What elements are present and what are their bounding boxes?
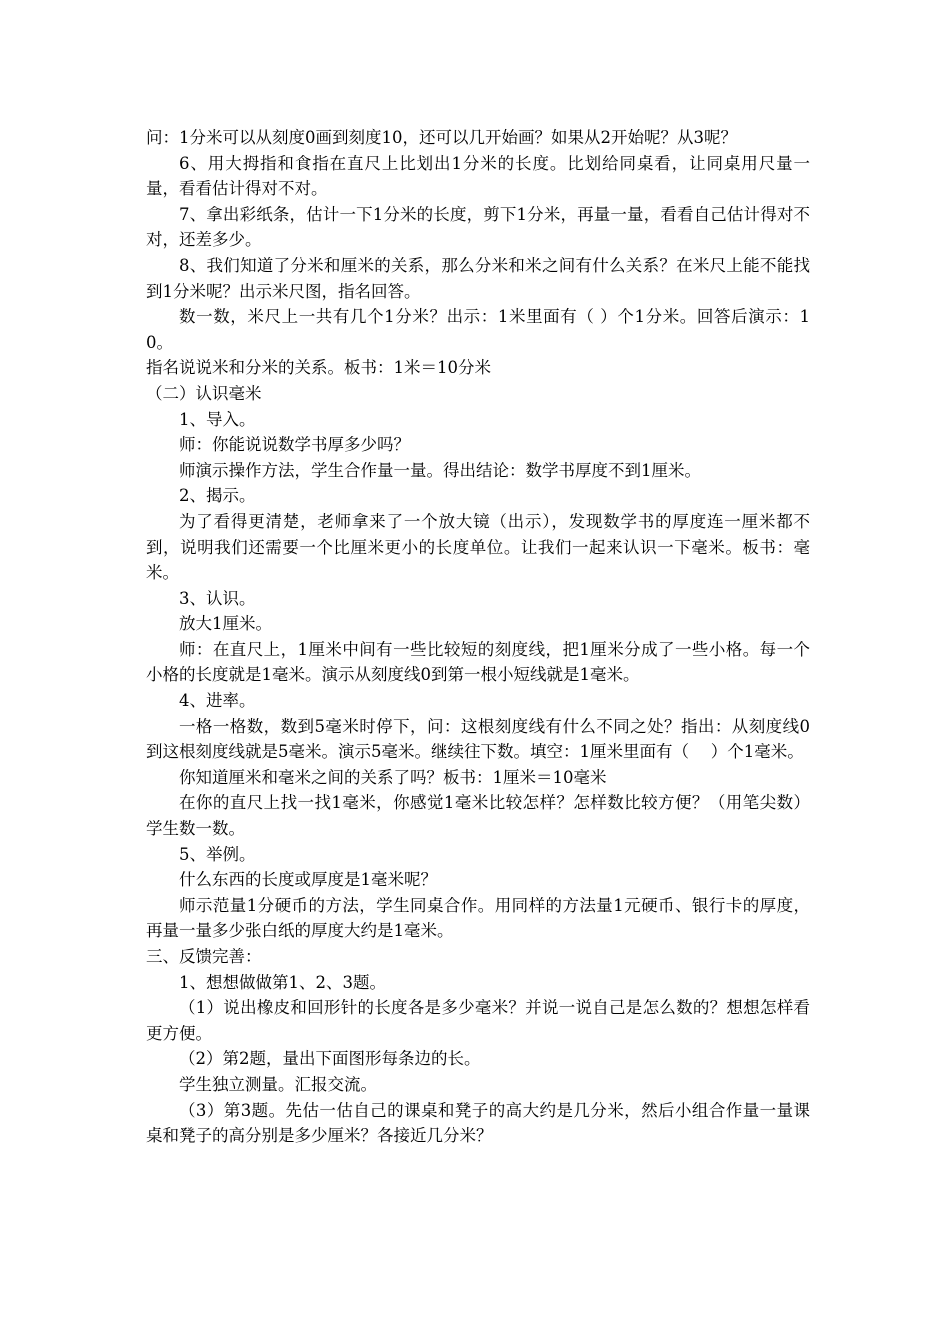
step-heading: 5、举例。 [179,844,256,864]
paragraph: 6、用大拇指和食指在直尺上比划出1分米的长度。比划给同桌看，让同桌用尺量一量，看看估计得对不对。 [146,153,810,199]
paragraph: 放大1厘米。 [179,614,272,634]
paragraph: 师演示操作方法，学生合作量一量。得出结论：数学书厚度不到1厘米。 [179,460,701,480]
step-heading: 1、想想做做第1、2、3题。 [179,972,386,992]
paragraph: 在你的直尺上找一找1毫米，你感觉1毫米比较怎样？怎样数比较方便？（用笔尖数）学生数一数。 [146,793,810,839]
paragraph: 问：1分米可以从刻度0画到刻度10，还可以几开始画？如果从2开始呢？从3呢？ [146,128,737,147]
paragraph: 为了看得更清楚，老师拿来了一个放大镜（出示），发现数学书的厚度连一厘米都不到，说明我们还需要一个比厘米更小的长度单位。让我们一起来认识一下毫米。板书：毫米。 [146,511,810,583]
step-heading: 3、认识。 [179,588,256,608]
paragraph: 一格一格数，数到5毫米时停下，问：这根刻度线有什么不同之处？指出：从刻度线0到这根刻度线就是5毫米。演示5毫米。继续往下数。填空：1厘米里面有（ ）个1毫米。 [146,716,810,762]
paragraph: （3）第3题。先估一估自己的课桌和凳子的高大约是几分米，然后小组合作量一量课桌和凳子的高分别是多少厘米？各接近几分米？ [146,1100,810,1146]
paragraph: 师示范量1分硬币的方法，学生同桌合作。用同样的方法量1元硬币、银行卡的厚度，再量一量多少张白纸的厚度大约是1毫米。 [146,895,810,941]
step-heading: 1、导入。 [179,409,256,429]
paragraph: 7、拿出彩纸条，估计一下1分米的长度，剪下1分米，再量一量，看看自己估计得对不对，还差多少。 [146,204,810,250]
paragraph: 学生独立测量。汇报交流。 [179,1074,377,1094]
paragraph: 8、我们知道了分米和厘米的关系，那么分米和米之间有什么关系？在米尺上能不能找到1分米呢？出示米尺图，指名回答。 [146,255,810,301]
section-heading: （二）认识毫米 [146,383,262,403]
section-heading: 三、反馈完善： [146,947,262,966]
paragraph: （1）说出橡皮和回形针的长度各是多少毫米？并说一说自己是怎么数的？想想怎样看更方便。 [146,998,810,1043]
step-heading: 4、进率。 [179,691,256,711]
paragraph: 数一数，米尺上一共有几个1分米？出示：1米里面有（ ）个1分米。回答后演示：10。 [146,307,810,352]
paragraph: 师：你能说说数学书厚多少吗？ [179,435,410,455]
step-heading: 2、揭示。 [179,486,256,506]
paragraph: 指名说说米和分米的关系。板书：1米＝10分米 [146,358,491,378]
paragraph: 你知道厘米和毫米之间的关系了吗？板书：1厘米＝10毫米 [179,767,607,787]
paragraph: 什么东西的长度或厚度是1毫米呢？ [179,870,437,890]
document-body [146,125,810,1149]
paragraph: （2）第2题，量出下面图形每条边的长。 [179,1049,481,1069]
paragraph: 师：在直尺上，1厘米中间有一些比较短的刻度线，把1厘米分成了一些小格。每一个小格的长度就是1毫米。演示从刻度线0到第一根小短线就是1毫米。 [146,639,810,685]
